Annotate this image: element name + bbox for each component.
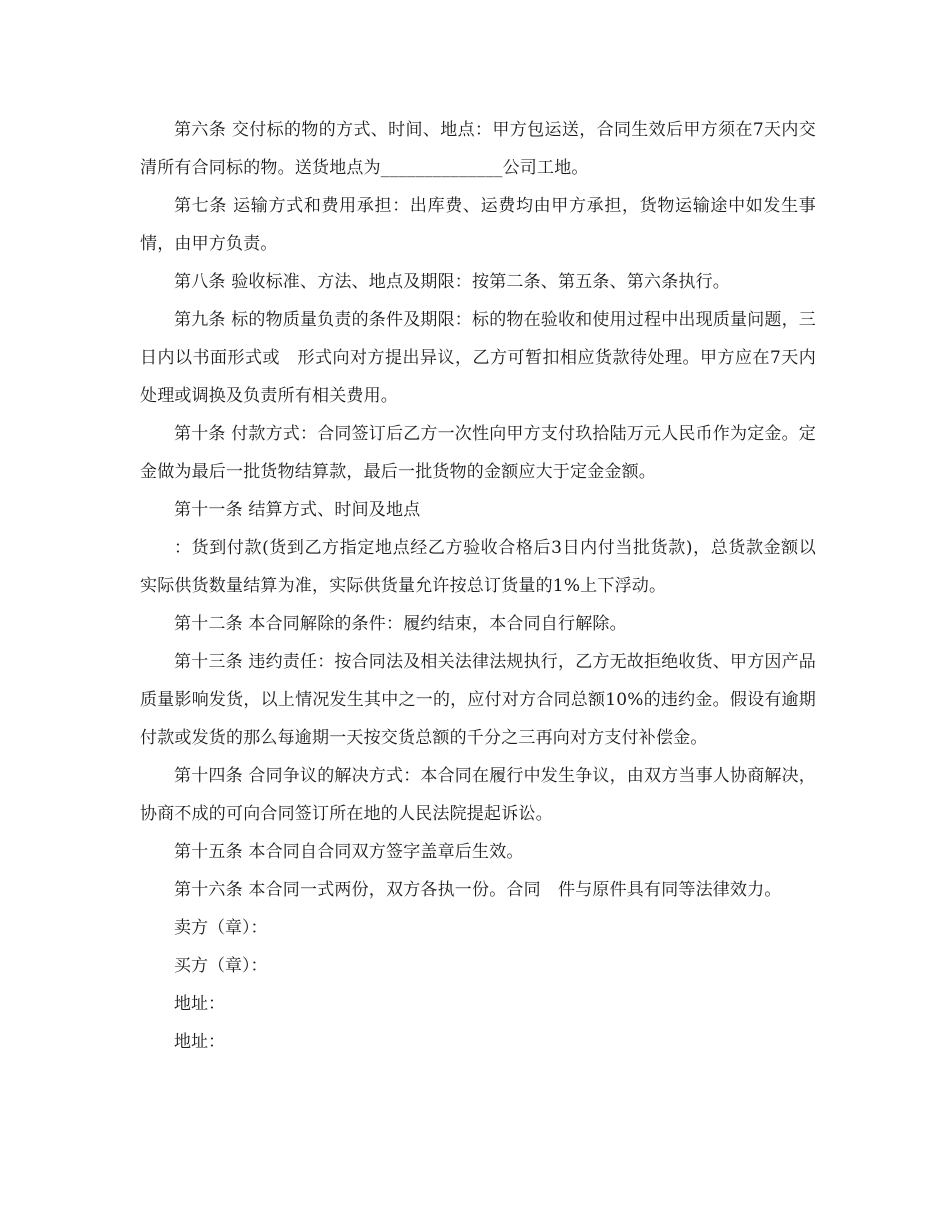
article-9: 第九条 标的物质量负责的条件及期限：标的物在验收和使用过程中出现质量问题，三日内以书面形式或 形式向对方提出异议，乙方可暂扣相应货款待处理。甲方应在7天内处理或调换及负责所有相关费用。 — [140, 310, 817, 406]
article-16: 第十六条 本合同一式两份，双方各执一份。合同 件与原件具有同等法律效力。 — [174, 880, 782, 900]
article-12: 第十二条 本合同解除的条件：履约结束，本合同自行解除。 — [174, 614, 627, 634]
article-14: 第十四条 合同争议的解决方式：本合同在履行中发生争议，由双方当事人协商解决，协商不成的可向合同签订所在地的人民法院提起诉讼。 — [140, 766, 817, 824]
contract-body — [140, 111, 816, 1061]
article-15: 第十五条 本合同自合同双方签字盖章后生效。 — [174, 842, 524, 862]
article-10: 第十条 付款方式：合同签订后乙方一次性向甲方支付玖拾陆万元人民币作为定金。定金做为最后一批货物结算款，最后一批货物的金额应大于定金金额。 — [140, 424, 817, 482]
article-11-heading: 第十一条 结算方式、时间及地点 — [174, 500, 421, 520]
article-13: 第十三条 违约责任：按合同法及相关法律法规执行，乙方无故拒绝收货、甲方因产品质量影响发货，以上情况发生其中之一的，应付对方合同总额10%的违约金。假设有逾期付款或发货的那么每逾期一天按交货总额的千分之三再向对方支付补偿金。 — [140, 652, 817, 748]
article-11-body: ：货到付款(货到乙方指定地点经乙方验收合格后3日内付当批货款)，总货款金额以实际供货数量结算为准，实际供货量允许按总订货量的1%上下浮动。 — [140, 538, 816, 596]
seller-address-line: 地址： — [174, 994, 225, 1014]
article-7: 第七条 运输方式和费用承担：出库费、运费均由甲方承担，货物运输途中如发生事情，由甲方负责。 — [140, 196, 816, 254]
article-6: 第六条 交付标的物的方式、时间、地点：甲方包运送，合同生效后甲方须在7天内交清所有合同标的物。送货地点为______________公司工地。 — [140, 120, 816, 178]
article-8: 第八条 验收标准、方法、地点及期限：按第二条、第五条、第六条执行。 — [174, 272, 731, 292]
buyer-address-line: 地址： — [174, 1032, 225, 1052]
buyer-seal-line: 买方（章）： — [174, 956, 268, 976]
seller-seal-line: 卖方（章）： — [174, 918, 268, 938]
